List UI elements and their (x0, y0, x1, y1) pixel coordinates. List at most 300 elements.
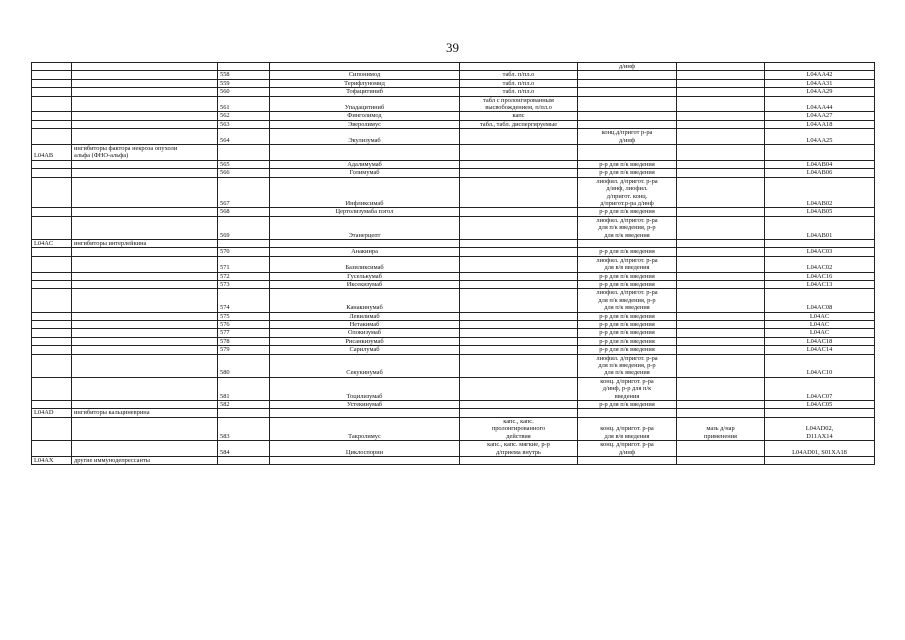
atc-code-cell (765, 329, 875, 337)
group-name-cell (72, 377, 218, 400)
drug-name-cell (270, 289, 460, 312)
oral-form-cell (460, 346, 578, 354)
oral-form-cell (460, 112, 578, 120)
drug-name-cell (270, 112, 460, 120)
injection-form-cell (578, 208, 677, 216)
external-form-text: мазь д/нар (706, 425, 735, 433)
item-number-cell (218, 280, 270, 288)
injection-form-text: р-р для п/к введения (599, 329, 655, 337)
injection-form-text: р-р для п/к введения (599, 272, 655, 280)
group-name-text: альфа (ФНО-альфа) (74, 152, 129, 160)
drug-name-text: Экулизумаб (348, 136, 381, 144)
atc-code-text: L04AA18 (806, 120, 833, 128)
table-row (32, 96, 875, 112)
table-row (32, 169, 875, 177)
drug-name-text: Иксекизумаб (346, 280, 383, 288)
injection-form-text: д/инф (618, 136, 635, 144)
item-number-text: 572 (220, 272, 230, 280)
injection-form-text: конц.д/пригот р-ра (601, 129, 653, 137)
atc-group-code-cell (32, 160, 72, 168)
group-name-cell (72, 346, 218, 354)
drug-name-cell (270, 169, 460, 177)
external-form-cell (677, 312, 765, 320)
atc-code-text: L04AC (809, 312, 830, 320)
item-number-text: 561 (220, 104, 230, 112)
atc-group-code-cell (32, 337, 72, 345)
atc-code-text: L04AC16 (806, 272, 833, 280)
drug-name-cell (270, 377, 460, 400)
atc-group-code-cell (32, 63, 72, 71)
atc-group-code-text: L04AX (34, 456, 54, 464)
injection-form-cell (578, 377, 677, 400)
group-name-cell (72, 160, 218, 168)
external-form-cell (677, 337, 765, 345)
atc-group-code-cell (32, 417, 72, 440)
atc-code-cell (765, 79, 875, 87)
atc-code-cell (765, 354, 875, 377)
item-number-cell (218, 417, 270, 440)
drug-name-cell (270, 208, 460, 216)
drug-name-text: Голимумаб (349, 169, 380, 177)
atc-code-cell (765, 129, 875, 145)
injection-form-cell (578, 216, 677, 239)
external-form-cell (677, 289, 765, 312)
drug-name-text: Терифлуномид (344, 79, 385, 87)
external-form-cell (677, 409, 765, 417)
injection-form-cell (578, 409, 677, 417)
group-name-cell (72, 401, 218, 409)
atc-code-cell (765, 441, 875, 457)
atc-code-text: L04AC18 (806, 337, 833, 345)
injection-form-cell (578, 354, 677, 377)
oral-form-cell (460, 417, 578, 440)
atc-group-code-cell (32, 208, 72, 216)
injection-form-text: р-р для п/к введения (599, 312, 655, 320)
atc-code-text: L04AA25 (806, 136, 833, 144)
drug-name-cell (270, 216, 460, 239)
injection-form-cell (578, 129, 677, 145)
injection-form-cell (578, 239, 677, 247)
external-form-cell (677, 321, 765, 329)
injection-form-text: для п/к введения (604, 231, 650, 239)
group-name-text: ингибиторы фактора некроза опухоли (74, 145, 178, 153)
atc-code-cell (765, 337, 875, 345)
group-name-text: ингибиторы кальциневрина (74, 409, 150, 417)
injection-form-text: для п/к введения (604, 304, 650, 312)
external-form-cell (677, 208, 765, 216)
item-number-cell (218, 239, 270, 247)
item-number-cell (218, 312, 270, 320)
table-row (32, 441, 875, 457)
drug-name-text: Тофацитиниб (346, 88, 383, 96)
external-form-cell (677, 441, 765, 457)
atc-code-text: L04AC05 (806, 401, 833, 409)
drug-name-text: Левилимаб (349, 312, 380, 320)
drug-name-cell (270, 63, 460, 71)
table-row (32, 289, 875, 312)
table-row (32, 129, 875, 145)
table-row (32, 417, 875, 440)
oral-form-cell (460, 239, 578, 247)
atc-group-code-cell (32, 312, 72, 320)
oral-form-cell (460, 160, 578, 168)
item-number-cell (218, 321, 270, 329)
atc-code-cell (765, 256, 875, 272)
drug-name-cell (270, 417, 460, 440)
external-form-cell (677, 280, 765, 288)
atc-group-code-text: L04AC (34, 239, 54, 247)
injection-form-text: лиофил. д/пригот. р-ра (596, 256, 658, 264)
oral-form-cell (460, 256, 578, 272)
group-name-cell (72, 177, 218, 208)
table-row (32, 329, 875, 337)
oral-form-cell (460, 88, 578, 96)
item-number-text: 568 (220, 208, 230, 216)
drug-name-text: Циклоспорин (345, 448, 384, 456)
oral-form-cell (460, 409, 578, 417)
external-form-cell (677, 417, 765, 440)
group-name-cell (72, 456, 218, 464)
injection-form-text: р-р для п/к введения (599, 248, 655, 256)
injection-form-cell (578, 120, 677, 128)
drug-name-text: Сарилумаб (349, 346, 380, 354)
drug-name-cell (270, 329, 460, 337)
group-name-cell (72, 71, 218, 79)
atc-group-code-cell (32, 354, 72, 377)
item-number-cell (218, 96, 270, 112)
external-form-cell (677, 129, 765, 145)
atc-code-cell (765, 88, 875, 96)
external-form-cell (677, 71, 765, 79)
injection-form-text: р-р для п/к введения (599, 401, 655, 409)
atc-group-code-cell (32, 96, 72, 112)
group-name-cell (72, 216, 218, 239)
external-form-cell (677, 239, 765, 247)
drug-name-cell (270, 248, 460, 256)
item-number-cell (218, 289, 270, 312)
injection-form-cell (578, 272, 677, 280)
table-row (32, 409, 875, 417)
atc-group-code-cell (32, 145, 72, 161)
item-number-cell (218, 256, 270, 272)
atc-code-text: L04AC13 (806, 280, 833, 288)
atc-code-cell (765, 280, 875, 288)
injection-form-text: р-р для п/к введения (599, 337, 655, 345)
injection-form-text: лиофил. д/пригот. р-ра (596, 216, 658, 224)
drug-name-cell (270, 280, 460, 288)
item-number-text: 584 (220, 448, 230, 456)
drug-name-text: Рисанкизумаб (345, 337, 384, 345)
atc-group-code-cell (32, 129, 72, 145)
oral-form-cell (460, 63, 578, 71)
injection-form-text: конц. д/пригот. р-ра (600, 377, 654, 385)
external-form-cell (677, 329, 765, 337)
atc-code-text: L04AC02 (806, 264, 833, 272)
injection-form-cell (578, 88, 677, 96)
atc-code-cell (765, 177, 875, 208)
injection-form-text: для п/к введения, р-р (598, 362, 656, 370)
table-row (32, 337, 875, 345)
oral-form-text: действия (506, 432, 531, 440)
drug-name-cell (270, 401, 460, 409)
item-number-cell (218, 177, 270, 208)
oral-form-cell (460, 289, 578, 312)
external-form-cell (677, 272, 765, 280)
group-name-cell (72, 256, 218, 272)
injection-form-text: для п/к введения (604, 369, 650, 377)
atc-code-cell (765, 239, 875, 247)
table-row (32, 248, 875, 256)
oral-form-text: пролонгированного (491, 425, 546, 433)
group-name-cell (72, 79, 218, 87)
group-name-cell (72, 112, 218, 120)
atc-code-cell (765, 216, 875, 239)
atc-code-cell (765, 456, 875, 464)
external-form-cell (677, 377, 765, 400)
item-number-text: 581 (220, 392, 230, 400)
external-form-cell (677, 79, 765, 87)
item-number-cell (218, 88, 270, 96)
item-number-text: 576 (220, 321, 230, 328)
atc-code-cell (765, 321, 875, 329)
oral-form-text: табл с пролонгированным (483, 96, 554, 104)
item-number-cell (218, 354, 270, 377)
drug-name-text: Секукинумаб (346, 369, 383, 377)
item-number-cell (218, 377, 270, 400)
drug-name-cell (270, 239, 460, 247)
atc-group-code-cell (32, 216, 72, 239)
injection-form-text: р-р для п/к введения (599, 321, 655, 328)
drug-name-text: Сипонимод (348, 71, 381, 79)
external-form-cell (677, 177, 765, 208)
item-number-cell (218, 145, 270, 161)
item-number-cell (218, 112, 270, 120)
external-form-cell (677, 256, 765, 272)
atc-group-code-cell (32, 71, 72, 79)
table-row (32, 239, 875, 247)
table-row (32, 112, 875, 120)
atc-group-code-cell (32, 88, 72, 96)
injection-form-text: д/инф, лиофил. (606, 185, 648, 193)
oral-form-cell (460, 312, 578, 320)
atc-code-cell (765, 120, 875, 128)
injection-form-text: лиофил. д/пригот. р-ра (596, 177, 658, 185)
item-number-cell (218, 272, 270, 280)
drug-name-cell (270, 145, 460, 161)
item-number-cell (218, 337, 270, 345)
item-number-text: 580 (220, 369, 230, 377)
atc-code-text: L04AC10 (806, 369, 833, 377)
group-name-cell (72, 280, 218, 288)
drug-name-cell (270, 312, 460, 320)
item-number-cell (218, 208, 270, 216)
drug-name-cell (270, 129, 460, 145)
drug-name-cell (270, 120, 460, 128)
oral-form-text: капс (512, 112, 525, 120)
table-row (32, 216, 875, 239)
item-number-text: 577 (220, 329, 230, 337)
drug-name-cell (270, 256, 460, 272)
injection-form-cell (578, 96, 677, 112)
group-name-cell (72, 63, 218, 71)
oral-form-text: капс., капс. (503, 417, 534, 425)
drug-name-text: Эверолимус (347, 120, 382, 128)
oral-form-cell (460, 354, 578, 377)
drug-name-text: Финголимод (347, 112, 382, 120)
oral-form-cell (460, 216, 578, 239)
group-name-cell (72, 441, 218, 457)
table-row (32, 63, 875, 71)
injection-form-text: р-р для п/к введения (599, 280, 655, 288)
atc-code-cell (765, 208, 875, 216)
drug-name-text: Упадацитиниб (344, 104, 385, 112)
oral-form-cell (460, 337, 578, 345)
page-number: 39 (446, 40, 459, 55)
atc-group-code-cell (32, 456, 72, 464)
drug-name-cell (270, 177, 460, 208)
atc-code-text: L04AB05 (806, 208, 833, 216)
oral-form-text: д/приема внутрь (496, 448, 541, 456)
atc-group-code-cell (32, 239, 72, 247)
table-row (32, 312, 875, 320)
atc-code-text: L04AC03 (806, 248, 833, 256)
group-name-cell (72, 145, 218, 161)
injection-form-cell (578, 177, 677, 208)
group-name-cell (72, 96, 218, 112)
table-body (32, 63, 875, 465)
oral-form-cell (460, 96, 578, 112)
atc-group-code-cell (32, 112, 72, 120)
external-form-cell (677, 112, 765, 120)
oral-form-cell (460, 120, 578, 128)
external-form-text: применения (704, 432, 737, 440)
injection-form-text: для в/в введения (604, 432, 650, 440)
drug-name-cell (270, 96, 460, 112)
injection-form-cell (578, 441, 677, 457)
group-name-text: другие иммунодепрессанты (74, 456, 150, 464)
injection-form-text: д/пригот. конц. (606, 192, 648, 200)
atc-code-text: L04AC07 (806, 392, 833, 400)
item-number-text: 564 (220, 136, 230, 144)
injection-form-cell (578, 346, 677, 354)
atc-code-cell (765, 409, 875, 417)
table-row (32, 280, 875, 288)
injection-form-text: конц. д/пригот. р-ра (600, 441, 654, 449)
atc-group-code-cell (32, 289, 72, 312)
drug-name-text: Гуселькумаб (347, 272, 382, 280)
oral-form-cell (460, 71, 578, 79)
table-row (32, 456, 875, 464)
drug-name-cell (270, 337, 460, 345)
table-row (32, 321, 875, 329)
injection-form-cell (578, 321, 677, 329)
item-number-cell (218, 79, 270, 87)
oral-form-text: табл. п/пл.о (502, 88, 535, 96)
atc-code-cell (765, 248, 875, 256)
table-row (32, 71, 875, 79)
item-number-text: 566 (220, 169, 230, 177)
item-number-text: 563 (220, 120, 230, 128)
item-number-cell (218, 329, 270, 337)
oral-form-cell (460, 377, 578, 400)
group-name-cell (72, 354, 218, 377)
injection-form-cell (578, 79, 677, 87)
injection-form-cell (578, 169, 677, 177)
group-name-cell (72, 289, 218, 312)
drug-name-cell (270, 456, 460, 464)
atc-code-text: L04AD01, S01XA18 (792, 448, 847, 456)
atc-code-cell (765, 272, 875, 280)
drug-name-text: Нетакимаб (349, 321, 380, 328)
atc-group-code-cell (32, 248, 72, 256)
group-name-cell (72, 120, 218, 128)
group-name-text: ингибиторы интерлейкина (74, 239, 147, 247)
atc-code-cell (765, 417, 875, 440)
injection-form-text: д/пригот.р-ра д/инф (600, 199, 654, 207)
injection-form-text: р-р для п/к введения (599, 169, 655, 177)
atc-group-code-cell (32, 377, 72, 400)
item-number-text: 569 (220, 231, 230, 239)
atc-group-code-cell (32, 329, 72, 337)
group-name-cell (72, 248, 218, 256)
group-name-cell (72, 272, 218, 280)
drug-name-cell (270, 346, 460, 354)
item-number-cell (218, 401, 270, 409)
atc-code-cell (765, 145, 875, 161)
drug-name-cell (270, 409, 460, 417)
item-number-cell (218, 71, 270, 79)
injection-form-text: лиофил. д/пригот. р-ра (596, 289, 658, 297)
atc-code-cell (765, 63, 875, 71)
oral-form-cell (460, 79, 578, 87)
injection-form-cell (578, 417, 677, 440)
injection-form-cell (578, 63, 677, 71)
item-number-text: 582 (220, 401, 230, 409)
atc-code-text: L04AB01 (806, 231, 833, 239)
atc-code-cell (765, 71, 875, 79)
item-number-cell (218, 456, 270, 464)
item-number-text: 573 (220, 280, 230, 288)
injection-form-cell (578, 256, 677, 272)
atc-code-cell (765, 96, 875, 112)
item-number-cell (218, 129, 270, 145)
drug-name-cell (270, 321, 460, 329)
drug-name-text: Адалимумаб (347, 160, 382, 168)
drug-name-text: Цертолизумаба пэгол (335, 208, 394, 216)
atc-code-text: L04AA42 (806, 71, 833, 79)
atc-code-text: L04AA29 (806, 88, 833, 96)
oral-form-text: высвобождением, п/пл.о (485, 104, 552, 112)
oral-form-cell (460, 401, 578, 409)
drug-table (31, 62, 875, 465)
table-row (32, 120, 875, 128)
oral-form-cell (460, 321, 578, 329)
drug-name-text: Тоцилизумаб (346, 392, 383, 400)
oral-form-cell (460, 177, 578, 208)
oral-form-cell (460, 169, 578, 177)
group-name-cell (72, 88, 218, 96)
item-number-cell (218, 248, 270, 256)
item-number-cell (218, 409, 270, 417)
item-number-text: 574 (220, 304, 230, 312)
table-row (32, 79, 875, 87)
group-name-cell (72, 417, 218, 440)
atc-code-cell (765, 160, 875, 168)
injection-form-text: введения (614, 392, 640, 400)
atc-code-text: L04AC14 (806, 346, 833, 354)
atc-group-code-cell (32, 169, 72, 177)
external-form-cell (677, 456, 765, 464)
